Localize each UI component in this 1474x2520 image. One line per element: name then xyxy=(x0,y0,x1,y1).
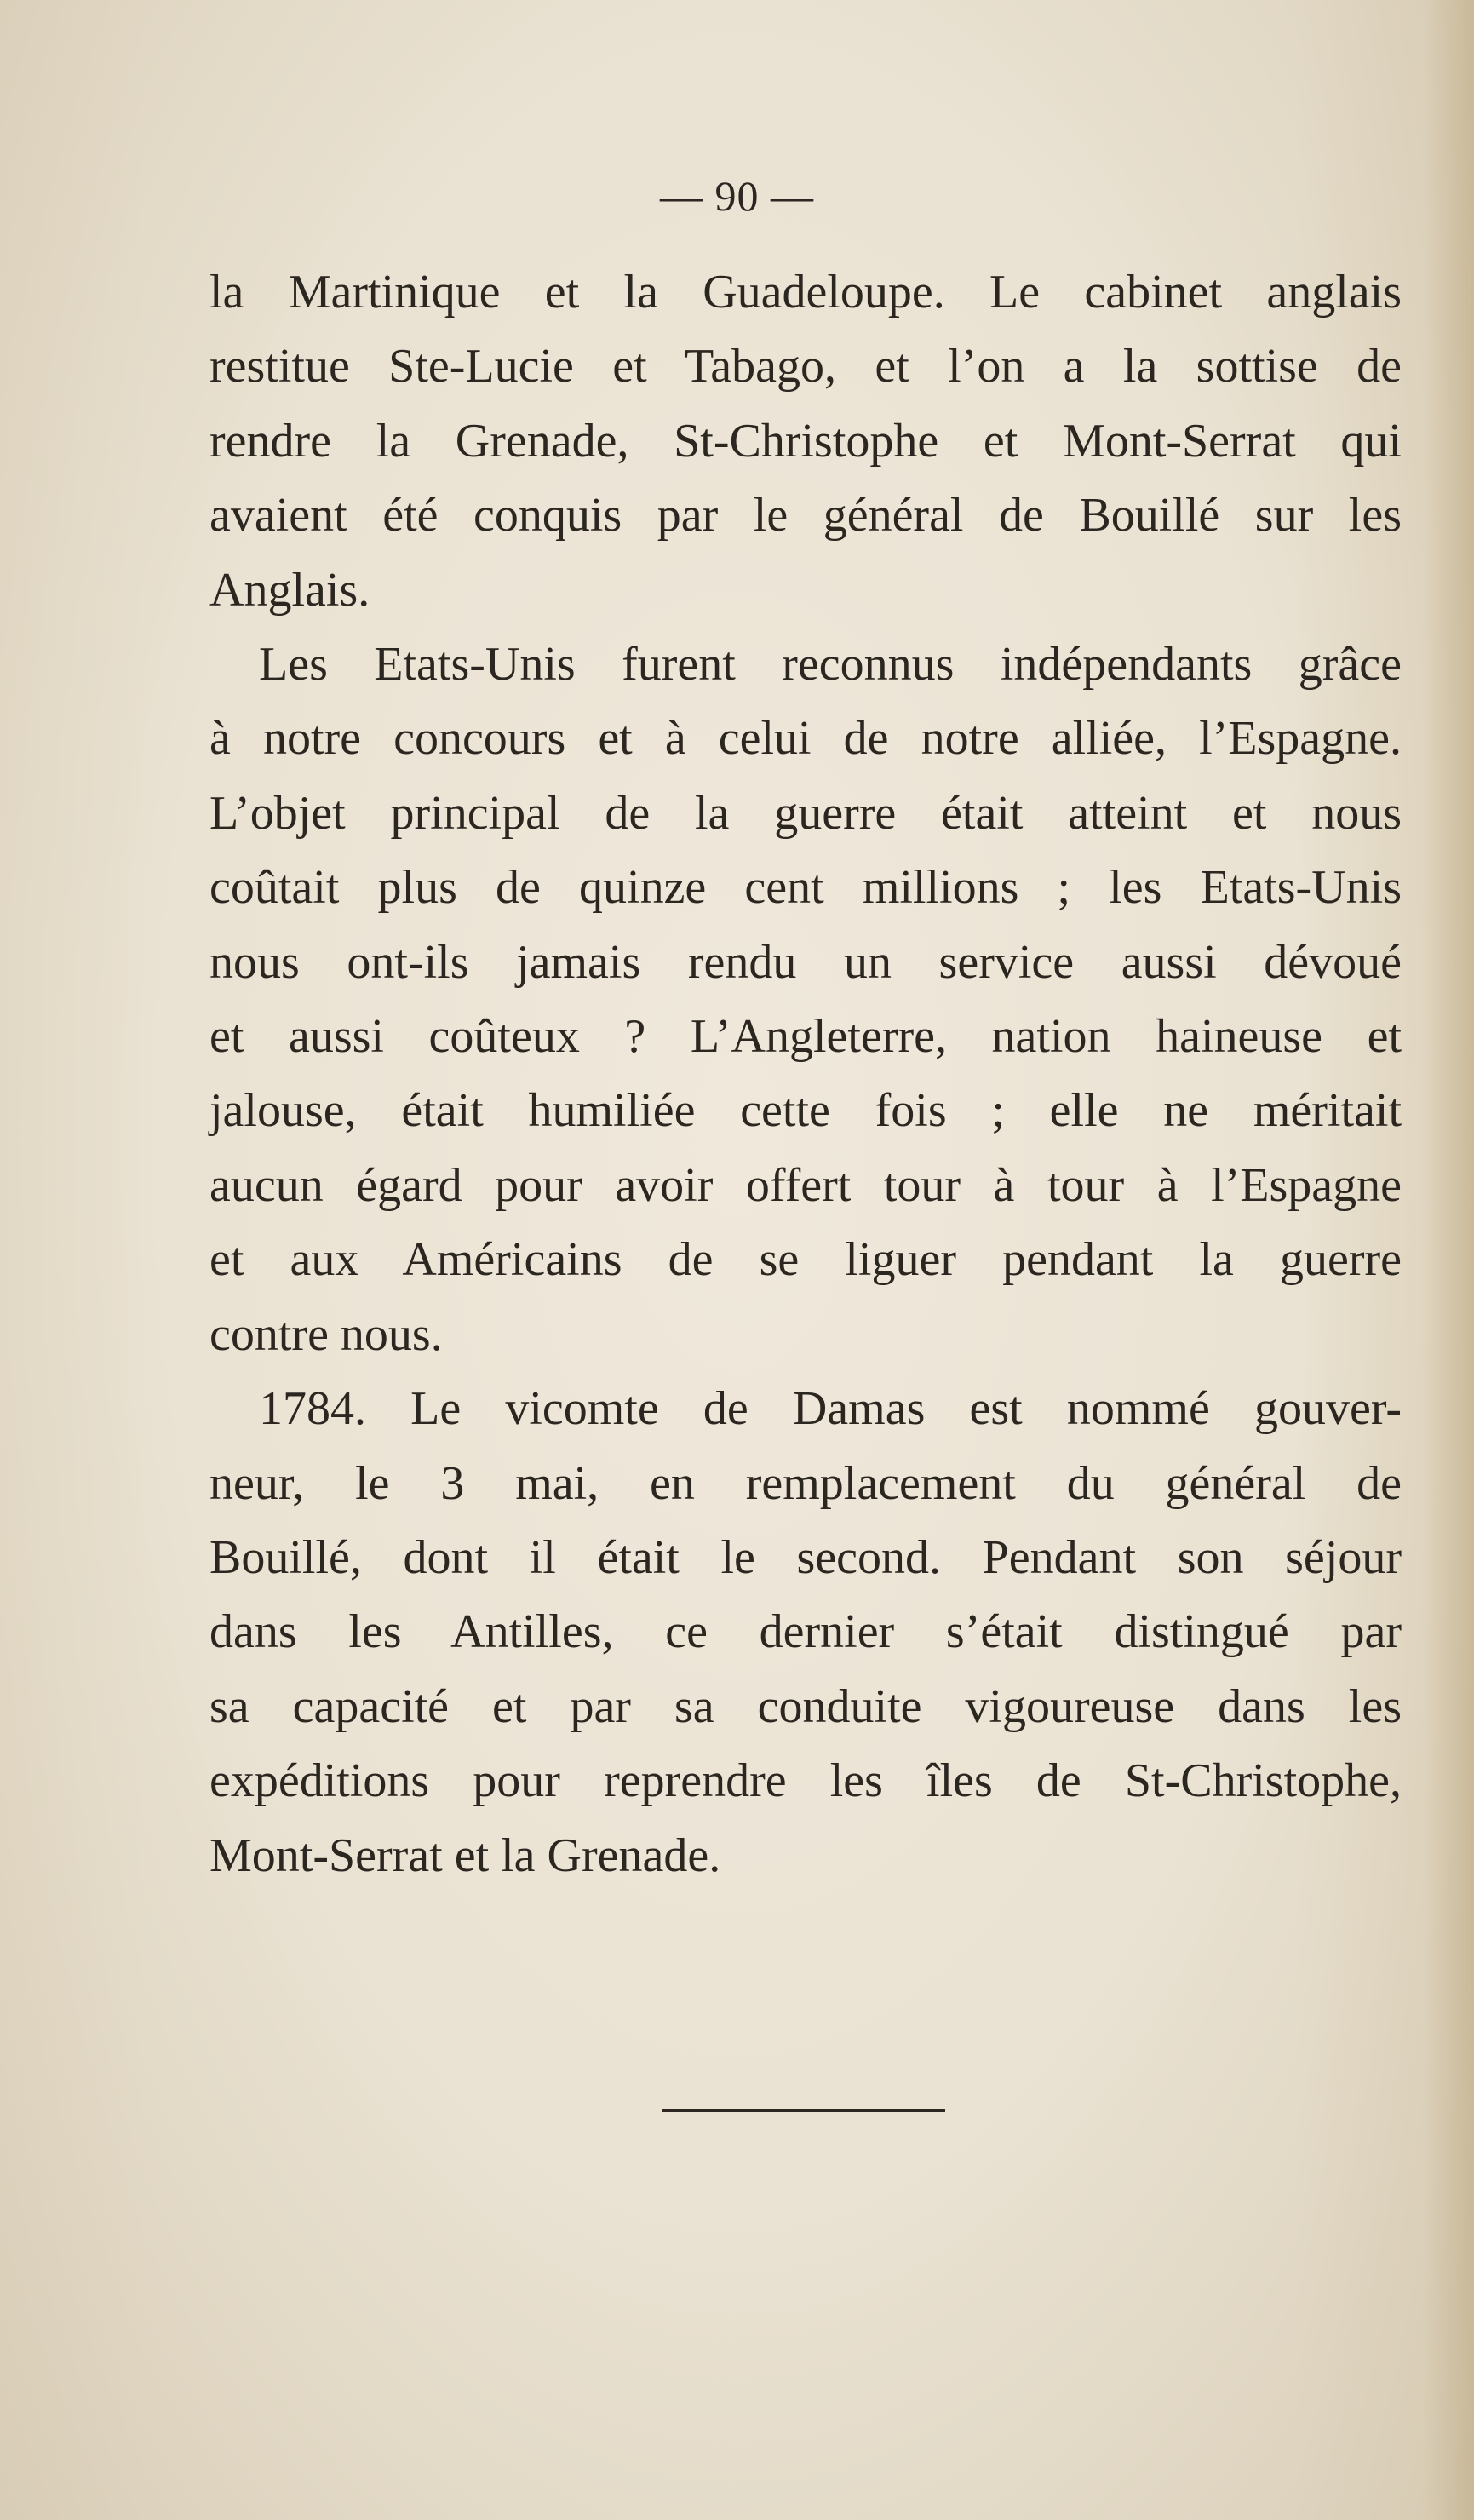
text-line: nous ont-ils jamais rendu un service aussi dévoué xyxy=(209,935,1402,989)
body-text xyxy=(209,255,1402,1893)
text-line: et aussi coûteux ? L’Angleterre, nation haineuse et xyxy=(209,1010,1402,1064)
text-line: la Martinique et la Guadeloupe. Le cabinet anglais xyxy=(209,266,1402,319)
text-line: à notre concours et à celui de notre alliée, l’Espagne. xyxy=(209,712,1402,766)
text-line: Les Etats-Unis furent reconnus indépendants grâce xyxy=(259,638,1402,692)
text-line: L’objet principal de la guerre était atteint et nous xyxy=(209,786,1402,840)
text-line: coûtait plus de quinze cent millions ; les Etats-Unis xyxy=(209,861,1402,915)
page-number: — 90 — xyxy=(660,172,814,220)
text-line: et aux Américains de se liguer pendant la guerre xyxy=(209,1233,1402,1287)
text-line: rendre la Grenade, St-Christophe et Mont-Serrat qui xyxy=(209,414,1402,468)
text-line: sa capacité et par sa conduite vigoureuse dans les xyxy=(209,1679,1402,1733)
text-line: restitue Ste-Lucie et Tabago, et l’on a la sottise de xyxy=(209,340,1402,393)
text-line: aucun égard pour avoir offert tour à tour à l’Espagne xyxy=(209,1158,1402,1212)
paragraph-3 xyxy=(209,1372,1402,1893)
page-edge-shadow xyxy=(1423,0,1474,2520)
text-line: 1784. Le vicomte de Damas est nommé gouver- xyxy=(259,1382,1402,1436)
text-line: avaient été conquis par le général de Bouillé sur les xyxy=(209,489,1402,542)
text-line: dans les Antilles, ce dernier s’était distingué par xyxy=(209,1605,1402,1659)
section-divider-rule xyxy=(662,2109,945,2112)
text-line: Mont-Serrat et la Grenade. xyxy=(209,1828,721,1882)
text-line: Anglais. xyxy=(209,563,370,617)
text-line: neur, le 3 mai, en remplacement du général de xyxy=(209,1456,1402,1510)
text-line: jalouse, était humiliée cette fois ; elle ne méritait xyxy=(209,1084,1402,1138)
text-line: contre nous. xyxy=(209,1307,443,1361)
paragraph-1 xyxy=(209,255,1402,628)
paragraph-2 xyxy=(209,628,1402,1372)
text-line: Bouillé, dont il était le second. Pendant son séjour xyxy=(209,1530,1402,1584)
text-line: expéditions pour reprendre les îles de St-Christophe, xyxy=(209,1754,1402,1808)
